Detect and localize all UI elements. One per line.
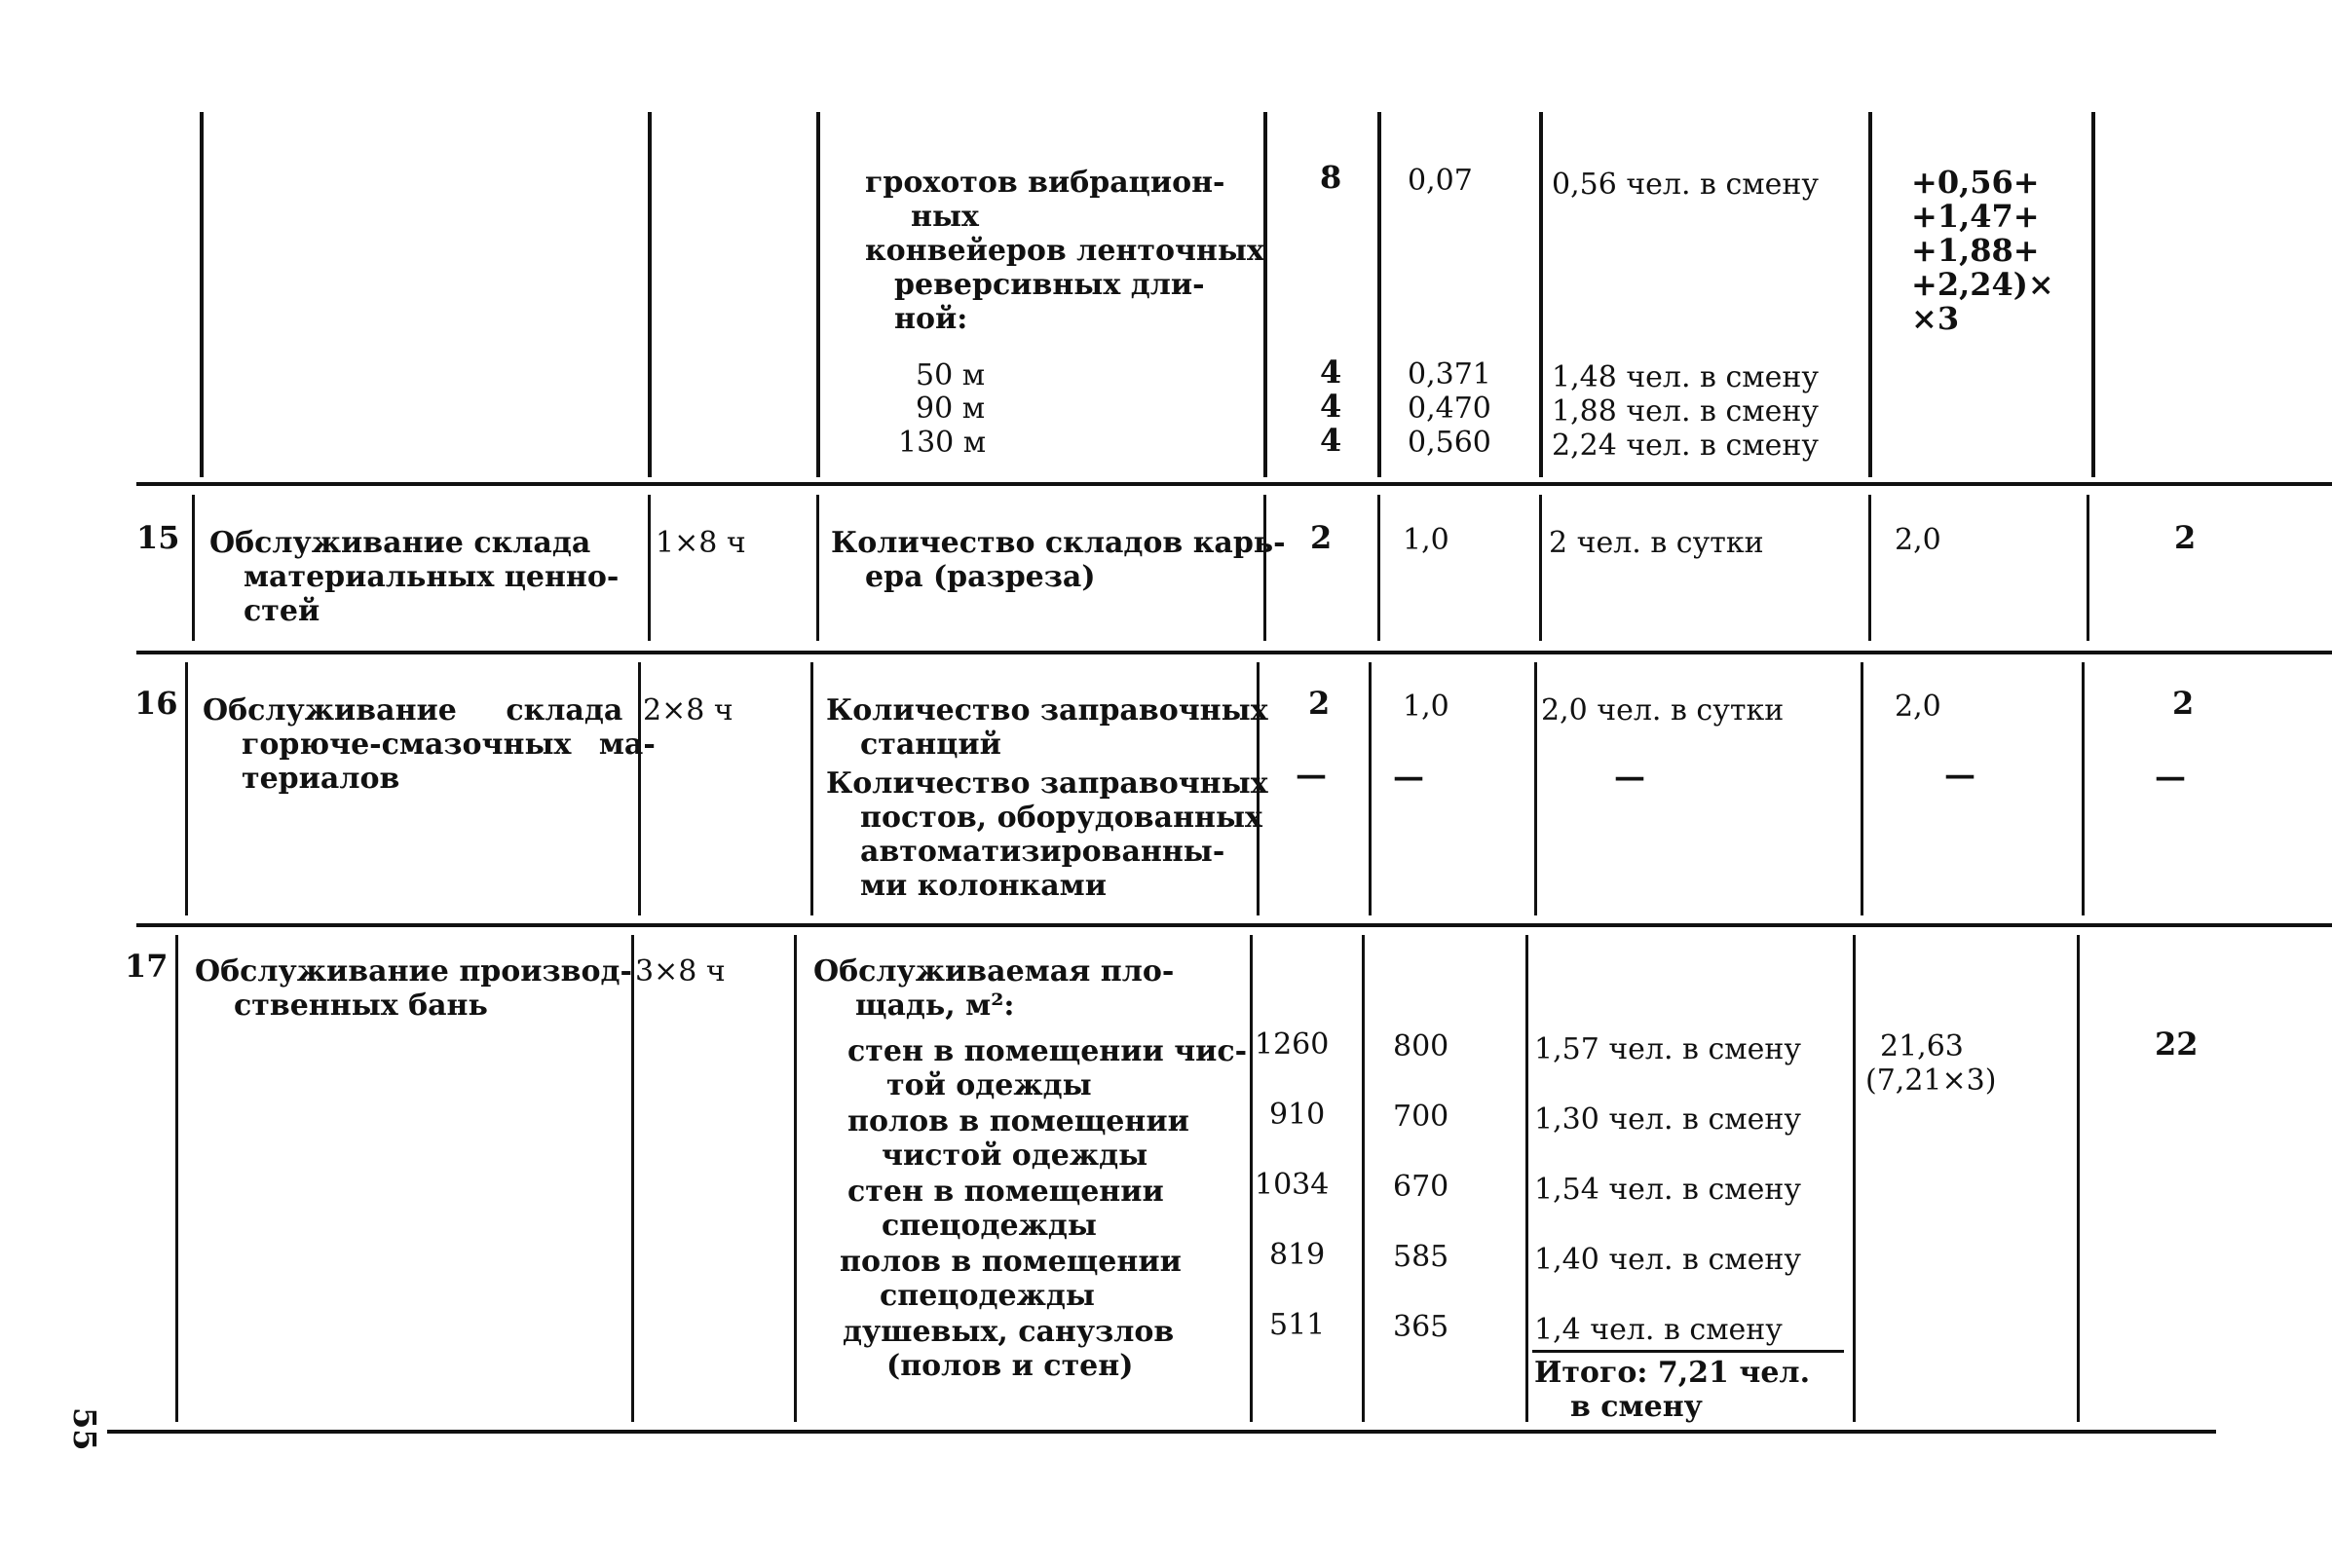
sub-item-result: 2,24 чел. в смену (1552, 429, 1820, 463)
sub-item-norm: 700 (1393, 1100, 1449, 1134)
col-line (1250, 935, 1253, 1422)
sub-item-result: 1,30 чел. в смену (1534, 1102, 1802, 1137)
sub-item-label: 90 м (916, 392, 986, 426)
param-line: ных (911, 200, 979, 234)
row-norm: 1,0 (1403, 690, 1449, 724)
total-line: +1,88+ (1911, 232, 2040, 269)
sub-item-label: стен в помещении (847, 1175, 1164, 1209)
col-line (1539, 112, 1543, 477)
row-number: 15 (136, 519, 180, 556)
row-param-line: Количество заправочных (826, 693, 1268, 728)
col-line (175, 935, 178, 1422)
row-mode: 1×8 ч (656, 526, 746, 560)
row-param-line: постов, оборудованных (860, 801, 1262, 835)
col-line (1377, 112, 1381, 477)
sub-item-area: 819 (1269, 1238, 1326, 1272)
col-line (2077, 935, 2080, 1422)
row-name-line: Обслуживание склада (209, 526, 591, 560)
col-line (185, 662, 188, 915)
row-name-line: материальных ценно- (244, 560, 620, 594)
sub-item-label: чистой одежды (882, 1139, 1148, 1173)
param-line: ной: (894, 302, 968, 336)
row-total: (7,21×3) (1865, 1064, 1997, 1098)
row-accepted: 22 (2155, 1026, 2199, 1063)
row-result: 2 чел. в сутки (1549, 526, 1764, 560)
itogo-line: Итого: 7,21 чел. (1534, 1356, 1811, 1390)
row-count: 2 (1310, 519, 1333, 556)
col-line (1369, 662, 1372, 915)
row-param-line: автоматизированны- (860, 835, 1225, 869)
col-line (816, 112, 820, 477)
sub-item-result: 1,88 чел. в смену (1552, 394, 1820, 429)
col-line (2087, 495, 2089, 641)
col-line (648, 112, 652, 477)
row-param-line: Обслуживаемая пло- (813, 954, 1175, 989)
sub-item-result: 1,4 чел. в смену (1534, 1313, 1783, 1347)
row-total: 2,0 (1895, 523, 1941, 557)
sub-item-norm: 585 (1393, 1240, 1449, 1274)
col-line (2091, 112, 2095, 477)
total-line: +2,24)× (1911, 266, 2054, 303)
itogo-underline (1532, 1350, 1844, 1353)
dash: — (1296, 756, 1327, 793)
row-total: 2,0 (1895, 690, 1941, 724)
row-accepted: 2 (2174, 519, 2197, 556)
row-divider-lower (136, 923, 2332, 927)
row-param-line: ми колонками (860, 869, 1107, 903)
col-line (631, 935, 634, 1422)
dash: — (1393, 758, 1424, 795)
sub-item-label: спецодежды (880, 1279, 1095, 1313)
sub-item-norm: 0,560 (1408, 426, 1491, 460)
row-name-line: Обслуживание производ- (195, 954, 632, 989)
sub-item-result: 1,40 чел. в смену (1534, 1243, 1802, 1277)
col-line (200, 112, 204, 477)
itogo-line: в смену (1570, 1390, 1703, 1424)
col-line (1534, 662, 1537, 915)
row-param-line: ера (разреза) (865, 560, 1096, 594)
col-line (1525, 935, 1528, 1422)
row-name-line: Обслуживание склада (203, 693, 623, 728)
total-line: ×3 (1911, 300, 1960, 337)
sub-item-label: той одежды (886, 1068, 1092, 1102)
row-result: 2,0 чел. в сутки (1541, 693, 1785, 728)
sub-item-norm: 800 (1393, 1029, 1449, 1064)
row-divider-top (136, 482, 2332, 486)
row-name-line: стей (244, 594, 320, 628)
sub-item-count: 4 (1320, 388, 1342, 425)
col-line (1362, 935, 1365, 1422)
row-number: 17 (125, 948, 169, 985)
param-line: конвейеров ленточных (865, 234, 1264, 268)
sub-item-result: 1,54 чел. в смену (1534, 1173, 1802, 1207)
row-param-line: Количество заправочных (826, 766, 1268, 801)
sub-item-label: полов в помещении (840, 1245, 1182, 1279)
col-line (794, 935, 797, 1422)
row-param-line: станций (860, 728, 1001, 762)
sub-item-norm: 365 (1393, 1310, 1449, 1344)
row-name-line: ственных бань (234, 989, 488, 1023)
row-mode: 3×8 ч (635, 954, 726, 989)
sub-item-count: 4 (1320, 354, 1342, 391)
table-bottom-rule (107, 1430, 2216, 1434)
col-line (638, 662, 641, 915)
row-mode: 2×8 ч (643, 693, 733, 728)
col-line (1868, 112, 1872, 477)
sub-item-label: (полов и стен) (886, 1349, 1134, 1383)
sub-item-label: спецодежды (882, 1209, 1097, 1243)
sub-item-area: 910 (1269, 1098, 1326, 1132)
row-name-line: горюче-смазочных ма- (242, 728, 656, 762)
dash: — (1614, 758, 1645, 795)
sub-item-area: 1260 (1255, 1027, 1330, 1062)
col-line (192, 495, 195, 641)
col-line (648, 495, 651, 641)
sub-item-area: 511 (1269, 1308, 1326, 1342)
col-line (816, 495, 819, 641)
sub-item-label: 50 м (916, 358, 986, 392)
grokhot-norm: 0,07 (1408, 164, 1473, 198)
sub-item-norm: 0,371 (1408, 357, 1491, 392)
col-line (1853, 935, 1856, 1422)
row-name-line: териалов (242, 762, 400, 796)
row-norm: 1,0 (1403, 523, 1449, 557)
col-line (1861, 662, 1863, 915)
col-line (1263, 112, 1267, 477)
dash: — (2155, 758, 2186, 795)
dash: — (1944, 756, 1975, 793)
sub-item-result: 1,48 чел. в смену (1552, 360, 1820, 394)
sub-item-label: 130 м (898, 426, 987, 460)
grokhot-result: 0,56 чел. в смену (1552, 168, 1820, 202)
row-number: 16 (134, 685, 178, 722)
col-line (1263, 495, 1266, 641)
row-total: 21,63 (1880, 1029, 1964, 1064)
sub-item-result: 1,57 чел. в смену (1534, 1032, 1802, 1066)
grokhot-count: 8 (1320, 159, 1342, 196)
row-accepted: 2 (2172, 685, 2195, 722)
sub-item-label: стен в помещении чис- (847, 1034, 1248, 1068)
sub-item-norm: 0,470 (1408, 392, 1491, 426)
param-line: грохотов вибрацион- (865, 166, 1225, 200)
col-line (1539, 495, 1542, 641)
row-param-line: Количество складов карь- (831, 526, 1286, 560)
sub-item-area: 1034 (1255, 1168, 1330, 1202)
col-line (2082, 662, 2085, 915)
sub-item-count: 4 (1320, 422, 1342, 459)
row-divider-middle (136, 651, 2332, 654)
col-line (1377, 495, 1380, 641)
sub-item-label: полов в помещении (847, 1104, 1189, 1139)
col-line (1868, 495, 1871, 641)
row-count: 2 (1308, 685, 1331, 722)
col-line (810, 662, 813, 915)
row-param-line: щадь, м²: (855, 989, 1015, 1023)
sub-item-label: душевых, санузлов (843, 1315, 1175, 1349)
total-line: +0,56+ (1911, 164, 2040, 201)
page-number: 55 (66, 1407, 103, 1451)
total-line: +1,47+ (1911, 198, 2040, 235)
param-line: реверсивных дли- (894, 268, 1205, 302)
sub-item-norm: 670 (1393, 1170, 1449, 1204)
